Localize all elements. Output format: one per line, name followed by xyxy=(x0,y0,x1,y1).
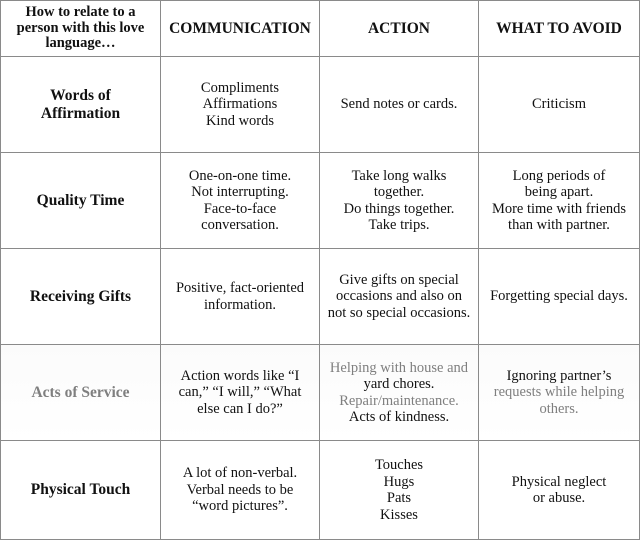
cell-line: Take trips. xyxy=(368,217,430,233)
header-line: COMMUNICATION xyxy=(169,20,311,37)
cell-line: Verbal needs to be xyxy=(186,481,294,498)
cell-line: others. xyxy=(539,400,579,417)
avoid-cell xyxy=(479,57,640,153)
action-cell xyxy=(320,441,479,540)
avoid-cell xyxy=(479,153,640,249)
avoid-cell xyxy=(479,345,640,441)
row-label-line: Quality Time xyxy=(36,191,125,209)
cell-line: Physical neglect xyxy=(511,473,607,490)
cell-line: Action words like “I xyxy=(180,367,300,384)
cell-line: Long periods of xyxy=(512,167,606,184)
row-label-line: Receiving Gifts xyxy=(29,287,132,305)
cell-line: More time with friends xyxy=(491,200,627,217)
cell-line: or abuse. xyxy=(532,490,586,506)
cell-line: Face-to-face xyxy=(203,200,277,217)
communication-cell xyxy=(161,249,320,345)
row-label-acts-of-service xyxy=(0,345,161,441)
cell-line: Send notes or cards. xyxy=(340,96,458,113)
cell-line: Touches xyxy=(374,457,424,473)
communication-cell xyxy=(161,153,320,249)
row-label-physical-touch xyxy=(0,441,161,540)
header-line: WHAT TO AVOID xyxy=(496,20,622,37)
header-cell-action xyxy=(320,0,479,57)
communication-cell xyxy=(161,57,320,153)
row-label-words-of-affirmation xyxy=(0,57,161,153)
row-label-receiving-gifts xyxy=(0,249,161,345)
action-cell xyxy=(320,57,479,153)
action-cell xyxy=(320,153,479,249)
header-line: How to relate to a xyxy=(25,4,136,21)
header-cell-avoid xyxy=(479,0,640,57)
cell-line: One-on-one time. xyxy=(188,167,292,184)
cell-line: Positive, fact-oriented xyxy=(175,280,305,296)
row-label-line: Physical Touch xyxy=(30,481,131,498)
cell-line: Take long walks xyxy=(351,167,447,184)
cell-line: else can I do?” xyxy=(197,400,283,417)
cell-line: Ignoring partner’s xyxy=(506,367,612,384)
action-cell xyxy=(320,345,479,441)
cell-line: can,” “I will,” “What xyxy=(178,384,302,401)
cell-line: Kind words xyxy=(205,112,275,129)
cell-line: requests while helping xyxy=(493,384,625,401)
cell-line: A lot of non-verbal. xyxy=(182,465,298,482)
cell-line: conversation. xyxy=(201,217,279,233)
row-label-line: Acts of Service xyxy=(31,383,130,401)
cell-line: Do things together. xyxy=(343,200,455,217)
cell-line: Affirmations xyxy=(202,96,278,113)
header-cell-communication xyxy=(161,0,320,57)
cell-line: Acts of kindness. xyxy=(348,409,450,425)
communication-cell xyxy=(161,345,320,441)
cell-line: Compliments xyxy=(200,79,280,96)
action-cell xyxy=(320,249,479,345)
cell-line: than with partner. xyxy=(508,217,610,233)
cell-line: Give gifts on special xyxy=(339,271,459,288)
header-line: ACTION xyxy=(367,20,430,37)
cell-line: Forgetting special days. xyxy=(490,288,628,305)
row-label-line: Affirmation xyxy=(40,104,121,122)
cell-line: yard chores. xyxy=(363,376,435,392)
avoid-cell xyxy=(479,441,640,540)
cell-line: Hugs xyxy=(383,473,415,490)
cell-line: information. xyxy=(203,296,277,313)
cell-line: Criticism xyxy=(532,96,586,113)
cell-line: together. xyxy=(373,184,425,200)
row-label-line: Words of xyxy=(50,86,111,104)
row-label-quality-time xyxy=(0,153,161,249)
cell-line: Not interrupting. xyxy=(191,184,289,200)
communication-cell xyxy=(161,441,320,540)
cell-line: “word pictures”. xyxy=(192,498,288,515)
avoid-cell xyxy=(479,249,640,345)
cell-line: Repair/maintenance. xyxy=(339,392,459,409)
cell-line: not so special occasions. xyxy=(327,304,471,321)
header-line: person with this love xyxy=(16,19,145,36)
cell-line: Pats xyxy=(386,490,412,506)
cell-line: occasions and also on xyxy=(335,288,463,305)
header-cell-corner xyxy=(0,0,161,57)
cell-line: Helping with house and xyxy=(329,359,469,376)
header-line: language… xyxy=(45,35,116,52)
cell-line: being apart. xyxy=(524,184,594,200)
cell-line: Kisses xyxy=(380,506,418,523)
